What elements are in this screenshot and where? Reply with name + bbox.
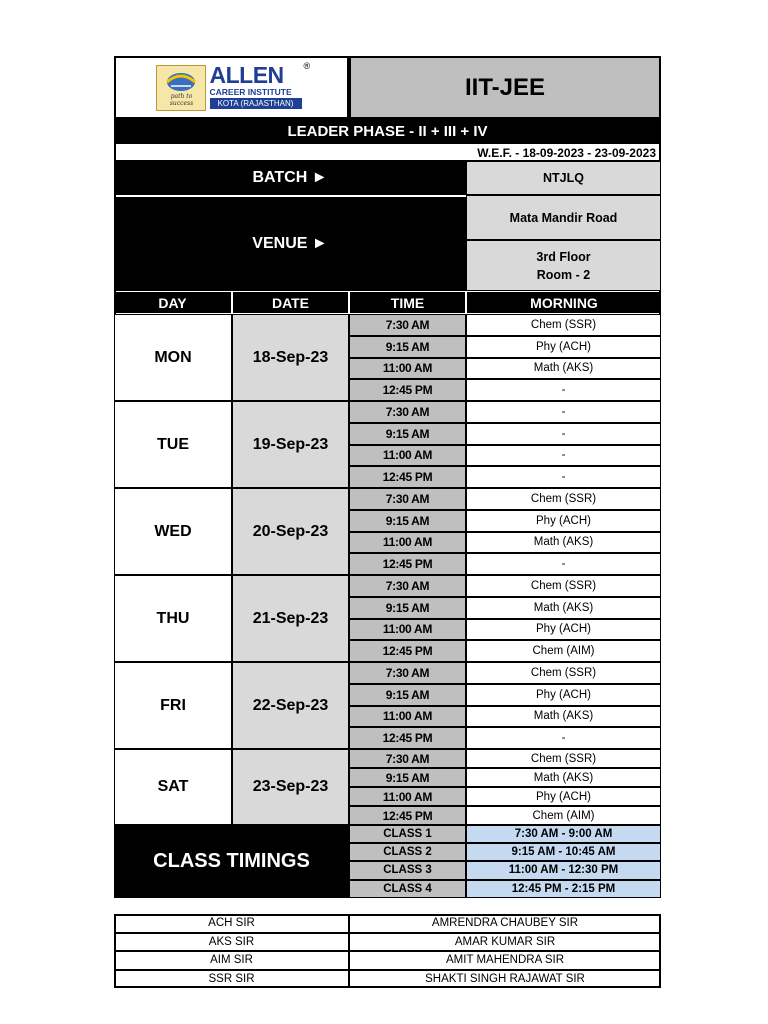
time-label: 7:30 AM: [385, 578, 430, 593]
day-label: MON: [154, 348, 192, 366]
time-cell: [349, 575, 466, 597]
subject-cell: [466, 510, 661, 532]
time-cell: [349, 314, 466, 336]
time-cell: [349, 401, 466, 423]
time-label: 11:00 AM: [382, 789, 433, 804]
class-time-cell: [466, 825, 661, 843]
class-time-cell: [466, 880, 661, 898]
faculty-name: SHAKTI SINGH RAJAWAT SIR: [425, 972, 585, 985]
class-time-cell: [466, 861, 661, 879]
time-cell: [349, 488, 466, 510]
venue-road: Mata Mandir Road: [509, 210, 618, 225]
subject-label: -: [561, 384, 566, 397]
day-cell: [114, 575, 232, 662]
batch-value-cell: [466, 161, 661, 195]
subject-label: -: [561, 427, 566, 440]
faculty-name-cell: [349, 951, 661, 970]
day-cell: [114, 401, 232, 488]
batch-label-cell: [114, 161, 466, 195]
time-label: 11:00 AM: [382, 709, 433, 724]
faculty-code: AKS SIR: [208, 935, 255, 948]
subject-cell: [466, 532, 661, 554]
subject-label: Math (AKS): [533, 362, 594, 375]
day-cell: [114, 488, 232, 575]
day-label: THU: [156, 609, 190, 627]
time-label: 7:30 AM: [385, 317, 430, 332]
batch-value: NTJLQ: [543, 171, 584, 185]
time-label: 9:15 AM: [385, 426, 430, 441]
day-label: TUE: [157, 435, 189, 453]
time-cell: [349, 662, 466, 684]
time-cell: [349, 727, 466, 749]
class-label-cell: [349, 861, 466, 879]
subject-label: Chem (SSR): [530, 579, 597, 592]
phase-title: LEADER PHASE - II + III + IV: [287, 122, 488, 140]
venue-road-cell: [466, 195, 661, 240]
subject-cell: [466, 597, 661, 619]
time-label: 12:45 PM: [382, 557, 433, 572]
subject-cell: [466, 749, 661, 768]
faculty-name: AMIT MAHENDRA SIR: [446, 954, 564, 967]
subject-label: -: [561, 405, 566, 418]
subject-cell: [466, 684, 661, 706]
date-cell: [232, 488, 349, 575]
subject-label: -: [561, 558, 566, 571]
time-cell: [349, 684, 466, 706]
batch-label: BATCH ►: [252, 169, 328, 186]
faculty-code-cell: [114, 970, 349, 989]
time-label: 12:45 PM: [382, 808, 433, 823]
class-time: 9:15 AM - 10:45 AM: [511, 846, 616, 859]
class-label-cell: [349, 880, 466, 898]
class-time: 7:30 AM - 9:00 AM: [514, 828, 613, 841]
subject-cell: [466, 575, 661, 597]
logo-line2: KOTA (RAJASTHAN): [210, 98, 302, 109]
faculty-name: AMAR KUMAR SIR: [454, 935, 556, 948]
time-cell: [349, 640, 466, 662]
time-label: 9:15 AM: [385, 513, 430, 528]
faculty-code: AIM SIR: [210, 954, 253, 967]
faculty-code-cell: [114, 933, 349, 952]
class-time: 12:45 PM - 2:15 PM: [511, 882, 616, 895]
subject-label: Chem (SSR): [530, 752, 597, 765]
subject-label: Phy (ACH): [536, 514, 591, 527]
date-label: 19-Sep-23: [252, 435, 329, 453]
venue-floor: 3rd Floor: [536, 249, 591, 264]
time-cell: [349, 336, 466, 358]
faculty-name-cell: [349, 914, 661, 933]
class-timings-title: CLASS TIMINGS: [153, 849, 310, 872]
time-label: 11:00 AM: [382, 448, 433, 463]
venue-room: Room - 2: [536, 267, 591, 282]
phase-bar: [114, 119, 661, 143]
subject-cell: [466, 466, 661, 488]
time-label: 7:30 AM: [385, 491, 430, 506]
time-cell: [349, 619, 466, 641]
faculty-code: SSR SIR: [208, 972, 255, 985]
time-label: 9:15 AM: [385, 770, 430, 785]
class-label: CLASS 3: [383, 864, 432, 877]
time-cell: [349, 532, 466, 554]
logo-cell: [114, 56, 349, 119]
class-time-cell: [466, 843, 661, 861]
wef-text: W.E.F. - 18-09-2023 - 23-09-2023: [477, 146, 656, 160]
time-label: 12:45 PM: [382, 470, 433, 485]
exam-title: IIT-JEE: [464, 73, 546, 101]
class-label: CLASS 2: [383, 846, 432, 859]
date-cell: [232, 314, 349, 401]
time-label: 9:15 AM: [385, 600, 430, 615]
subject-cell: [466, 401, 661, 423]
subject-label: Chem (SSR): [530, 318, 597, 331]
class-label: CLASS 1: [383, 828, 432, 841]
time-cell: [349, 749, 466, 768]
subject-label: Math (AKS): [533, 536, 594, 549]
date-label: 22-Sep-23: [252, 696, 329, 714]
subject-label: -: [561, 471, 566, 484]
time-label: 11:00 AM: [382, 535, 433, 550]
globe-icon: [157, 66, 205, 96]
subject-cell: [466, 727, 661, 749]
date-label: 20-Sep-23: [252, 522, 329, 540]
time-cell: [349, 806, 466, 825]
exam-title-cell: [349, 56, 661, 119]
col-header-day: [114, 292, 231, 313]
subject-label: Chem (AIM): [532, 645, 595, 658]
day-cell: [114, 749, 232, 825]
subject-label: Phy (ACH): [536, 688, 591, 701]
day-cell: [114, 662, 232, 749]
allen-logo: [156, 60, 311, 111]
time-cell: [349, 787, 466, 806]
time-cell: [349, 553, 466, 575]
time-label: 12:45 PM: [382, 731, 433, 746]
date-label: 18-Sep-23: [252, 348, 329, 366]
logo-emblem: [156, 65, 206, 111]
venue-label: VENUE ►: [252, 235, 328, 252]
subject-cell: [466, 806, 661, 825]
subject-cell: [466, 619, 661, 641]
class-label-cell: [349, 843, 466, 861]
date-label: 21-Sep-23: [252, 609, 329, 627]
logo-brand: ALLEN: [209, 61, 284, 88]
time-label: 11:00 AM: [382, 361, 433, 376]
time-label: 12:45 PM: [382, 383, 433, 398]
day-cell: [114, 314, 232, 401]
subject-cell: [466, 488, 661, 510]
subject-cell: [466, 336, 661, 358]
faculty-name-cell: [349, 970, 661, 989]
subject-cell: [466, 640, 661, 662]
time-cell: [349, 445, 466, 467]
faculty-name-cell: [349, 933, 661, 952]
class-label: CLASS 4: [383, 882, 432, 895]
subject-label: Phy (ACH): [536, 623, 591, 636]
time-label: 7:30 AM: [385, 404, 430, 419]
time-cell: [349, 423, 466, 445]
subject-label: Math (AKS): [533, 601, 594, 614]
class-label-cell: [349, 825, 466, 843]
day-label: WED: [154, 522, 192, 540]
date-cell: [232, 749, 349, 825]
subject-label: Chem (SSR): [530, 666, 597, 679]
time-label: 11:00 AM: [382, 622, 433, 637]
logo-line1: CAREER INSTITUTE: [209, 86, 292, 97]
time-cell: [349, 768, 466, 787]
col-time: TIME: [390, 294, 425, 311]
col-header-morning: [467, 292, 661, 313]
time-cell: [349, 379, 466, 401]
subject-cell: [466, 768, 661, 787]
class-time: 11:00 AM - 12:30 PM: [508, 864, 619, 877]
wef-row: [114, 143, 661, 161]
subject-cell: [466, 358, 661, 380]
col-header-time: [350, 292, 465, 313]
faculty-code: ACH SIR: [208, 917, 255, 930]
time-cell: [349, 706, 466, 728]
time-cell: [349, 510, 466, 532]
faculty-code-cell: [114, 951, 349, 970]
faculty-name: AMRENDRA CHAUBEY SIR: [431, 917, 579, 930]
subject-label: Math (AKS): [533, 710, 594, 723]
subject-label: Chem (AIM): [532, 809, 595, 822]
venue-label-cell: [114, 197, 466, 291]
day-label: SAT: [157, 778, 189, 795]
time-cell: [349, 466, 466, 488]
subject-cell: [466, 706, 661, 728]
subject-cell: [466, 423, 661, 445]
subject-label: -: [561, 449, 566, 462]
subject-label: -: [561, 732, 566, 745]
time-label: 9:15 AM: [385, 339, 430, 354]
logo-registered: ®: [303, 60, 311, 71]
time-label: 12:45 PM: [382, 644, 433, 659]
time-cell: [349, 597, 466, 619]
subject-cell: [466, 553, 661, 575]
subject-label: Math (AKS): [533, 771, 594, 784]
date-cell: [232, 662, 349, 749]
subject-label: Phy (ACH): [536, 340, 591, 353]
subject-cell: [466, 662, 661, 684]
subject-cell: [466, 314, 661, 336]
col-date: DATE: [271, 294, 310, 311]
logo-tagline: path to success: [169, 92, 194, 107]
col-header-date: [233, 292, 348, 313]
date-cell: [232, 401, 349, 488]
subject-cell: [466, 379, 661, 401]
time-label: 7:30 AM: [385, 665, 430, 680]
subject-label: Phy (ACH): [536, 790, 591, 803]
col-morning: MORNING: [530, 294, 598, 311]
subject-cell: [466, 445, 661, 467]
subject-cell: [466, 787, 661, 806]
subject-label: Chem (SSR): [530, 492, 597, 505]
date-cell: [232, 575, 349, 662]
time-label: 9:15 AM: [385, 687, 430, 702]
venue-room-cell: [466, 240, 661, 291]
class-timings-title-cell: [114, 824, 349, 898]
time-label: 7:30 AM: [385, 751, 430, 766]
day-label: FRI: [160, 696, 186, 714]
date-label: 23-Sep-23: [252, 778, 329, 795]
col-day: DAY: [158, 294, 187, 311]
time-cell: [349, 358, 466, 380]
faculty-code-cell: [114, 914, 349, 933]
